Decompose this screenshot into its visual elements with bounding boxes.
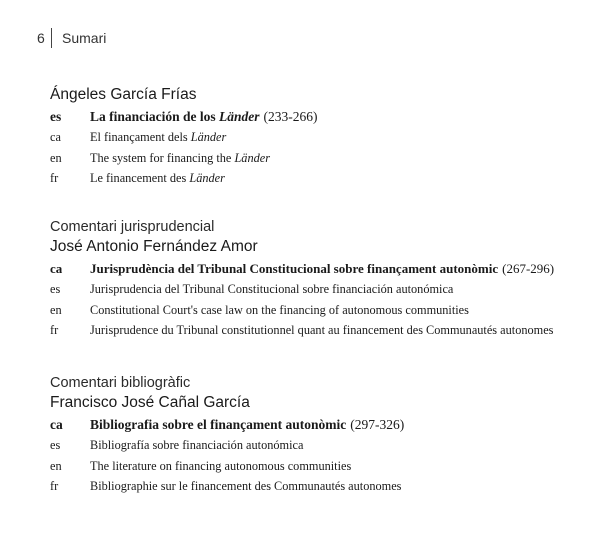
translation-row — [50, 456, 595, 477]
translated-title: Constitutional Court's case law on the financing of autonomous communities — [90, 302, 469, 317]
translation-row — [50, 127, 595, 148]
page-number: 6 — [37, 30, 45, 46]
article-entry-1 — [50, 84, 595, 189]
article-entry-3 — [50, 374, 595, 497]
language-code: en — [50, 458, 62, 473]
title-emphasis: Länder — [190, 130, 227, 144]
section-title: Sumari — [62, 30, 107, 46]
translation-row — [50, 320, 595, 341]
title-text: The system for financing the — [90, 150, 235, 165]
translated-title: Jurisprudencia del Tribunal Constitucional sobre financiación autonómica — [90, 282, 454, 296]
title-text: El finançament dels — [90, 130, 191, 144]
translated-title — [90, 148, 270, 169]
title-text: La financiación de los — [90, 109, 220, 124]
language-code: en — [50, 302, 62, 317]
article-title: Bibliografia sobre el finançament autonòmic — [90, 417, 347, 432]
translated-title — [90, 127, 226, 148]
language-code: es — [50, 438, 61, 452]
author-name: Ángeles García Frías — [50, 86, 197, 103]
language-code: es — [50, 282, 61, 296]
main-title-row — [50, 414, 595, 435]
language-code: ca — [50, 130, 61, 144]
author-name: José Antonio Fernández Amor — [50, 238, 258, 255]
running-header — [37, 27, 106, 49]
translated-title: Bibliografía sobre financiación autonómica — [90, 438, 304, 452]
article-title — [90, 106, 260, 127]
title-emphasis: Länder — [234, 150, 270, 165]
page-range: (297-326) — [350, 417, 405, 432]
language-code: fr — [50, 479, 59, 493]
translated-title — [90, 168, 225, 189]
language-code: en — [50, 150, 62, 165]
section-kicker: Comentari jurisprudencial — [50, 219, 215, 235]
title-emphasis: Länder — [219, 109, 260, 124]
header-divider — [51, 28, 52, 48]
translation-row — [50, 300, 595, 321]
main-title-row — [50, 106, 595, 127]
translation-row — [50, 148, 595, 169]
language-code: ca — [50, 261, 63, 276]
translation-row — [50, 476, 595, 497]
main-title-row — [50, 258, 595, 279]
translated-title: The literature on financing autonomous communities — [90, 458, 352, 473]
translation-row — [50, 168, 595, 189]
article-title: Jurisprudència del Tribunal Constitucional sobre finançament autonòmic — [90, 261, 499, 276]
translated-title: Jurisprudence du Tribunal constitutionnel quant au financement des Communautés autonomes — [90, 323, 554, 337]
language-code: ca — [50, 417, 63, 432]
language-code: es — [50, 109, 62, 124]
article-entry-2 — [50, 218, 595, 341]
page-range: (233-266) — [263, 109, 318, 124]
language-code: fr — [50, 323, 59, 337]
page-range: (267-296) — [502, 261, 555, 276]
translation-row — [50, 279, 595, 300]
author-name: Francisco José Cañal García — [50, 394, 250, 411]
language-code: fr — [50, 171, 59, 185]
section-kicker: Comentari bibliogràfic — [50, 375, 191, 391]
translated-title: Bibliographie sur le financement des Communautés autonomes — [90, 479, 402, 493]
title-emphasis: Länder — [189, 171, 225, 185]
translation-row — [50, 435, 595, 456]
title-text: Le financement des — [90, 171, 190, 185]
